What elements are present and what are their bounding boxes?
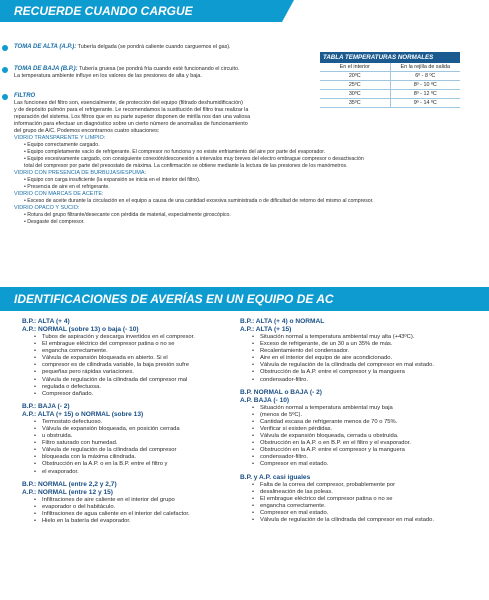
list-item: • Infiltraciones de agua caliente en el interior del calefactor. [36, 511, 232, 518]
diagnosis-heading: A.P.: ALTA (+ 15) [240, 326, 292, 333]
list-item: • Obstrucción en la A.P. o en la B.P. entre el filtro y [36, 461, 232, 468]
vidrio-item: • Rotura del grupo filtrante/desecante con pérdida de material, especialmente giroscópico. [24, 212, 231, 218]
diagnosis-heading: B.P.: NORMAL (entre 2,2 y 2,7) [22, 480, 117, 488]
table-cell: 6º - 8 ºC [415, 73, 436, 79]
section-toma-baja [14, 66, 314, 80]
list-item: • Obstrucción de la A.P. entre el compresor y la manguera [254, 369, 480, 376]
list-item: • Termostato defectuoso. [36, 419, 232, 426]
list-item: • Válvula de expansión bloqueada en abierto. Si el [36, 355, 232, 362]
diagnosis-heading: B.P. y A.P. casi iguales [240, 473, 311, 481]
list-item: • Infiltraciones de aire caliente en el interior del grupo [36, 497, 232, 504]
vidrio-item: total del compresor por parte del presostato de máxima. La confirmación se obtiene mediante la lectura de las presiones de los manómetros. [24, 163, 348, 169]
filtro-line: y de depósito pulmón para el refrigerante. Le recomendamos la sustitución del filtro tras realizar la [14, 107, 249, 113]
diagnosis-list [240, 334, 480, 384]
vidrio-item: • Presencia de aire en el refrigerante. [24, 184, 110, 190]
table-row [320, 99, 460, 108]
list-item: • Válvula de expansión bloqueada, cerrada u obstruida. [254, 433, 480, 440]
table-cell: 30ºC [320, 90, 391, 98]
vidrio-item: • Desgaste del compresor. [24, 219, 85, 225]
table-cell: 8º - 12 ºC [413, 91, 437, 97]
banner-recuerde: RECUERDE CUANDO CARGUE [0, 0, 282, 22]
vidrio-item: • Exceso de aceite durante la circulación en el equipo a causa de una cantidad excesiva suministrada o de dificultad de retorno del mismo al compresor. [24, 198, 374, 204]
list-item: • el evaporador. [36, 469, 232, 476]
toma-baja-text: Tubería gruesa (se pondrá fría cuando esté funcionando el circuito. [79, 66, 240, 72]
diagnosis-list [240, 405, 480, 469]
list-item: • Verificar si existen pérdidas. [254, 426, 480, 433]
right-column [240, 318, 480, 524]
diagnosis-list [22, 334, 232, 398]
filtro-line: Las funciones del filtro son, esencialmente, de protección del equipo (filtrado deshumidificación) [14, 100, 243, 106]
filtro-paragraph [14, 100, 314, 135]
diagnosis-heading: A.P.: NORMAL (entre 12 y 15) [22, 488, 113, 496]
diagnosis-heading: B.P.: ALTA (+ 4) o NORMAL [240, 318, 325, 325]
diagnosis-heading: A.P. BAJA (- 10) [240, 396, 290, 404]
vidrio-opaco-heading: VIDRIO OPACO Y SUCIO: [14, 205, 80, 211]
table-row [320, 81, 460, 90]
vidrio-item: • Equipo correctamente cargado. [24, 142, 100, 148]
list-item: • Cantidad escasa de refrigerante menos de 70 o 75%. [254, 419, 480, 426]
bullet-icon [2, 67, 8, 73]
list-item: • Válvula de expansión bloqueada, en posición cerrada [36, 426, 232, 433]
toma-alta-text: Tubería delgada (se pondrá caliente cuando carguemos el gas). [77, 44, 231, 50]
list-item: • Compresor en mal estado. [254, 461, 480, 468]
toma-alta-label: TOMA DE ALTA (A.P.): [14, 44, 77, 50]
list-item: • bloqueada con la máxima cilindrada. [36, 454, 232, 461]
table-cell: 35ºC [320, 99, 391, 107]
table-cell: 20ºC [320, 72, 391, 80]
list-item: • El embrague eléctrico del compresor patina o no se [254, 496, 480, 503]
vidrio-item: • Equipo excesivamente cargado, con consiguiente conexión/desconexión a intervalos muy breves del electro embrague compresor o desactivación [24, 156, 364, 162]
table-cell: 8º - 10 ºC [413, 82, 437, 88]
diagnosis-list [240, 482, 480, 525]
filtro-line: información para efectuar un diagnóstico sobre un cierto número de anomalías de funcionamiento [14, 121, 248, 127]
section-filtro [14, 93, 479, 226]
table-row [320, 72, 460, 81]
list-item: • pequeñas pero rápidas variaciones. [36, 369, 232, 376]
list-item: • Falta de la correa del compresor, probablemente por [254, 482, 480, 489]
list-item: • desalineación de las poleas. [254, 489, 480, 496]
diagnosis-heading: B.P. NORMAL o BAJA (- 2) [240, 388, 322, 396]
list-item: • Válvula de regulación de la cilindrada del compresor mal [36, 377, 232, 384]
toma-baja-text2: La temperatura ambiente influye en los valores de las presiones de alta y baja. [14, 73, 202, 79]
diagnosis-heading: B.P.: BAJA (- 2) [22, 402, 70, 410]
table-header-row [320, 63, 460, 72]
filtro-label: FILTRO [14, 93, 36, 99]
list-item: • Válvula de regulación de la cilindrada del compresor [36, 447, 232, 454]
list-item: • Situación normal a temperatura ambiental muy baja [254, 405, 480, 412]
list-item: • condensador-filtro. [254, 377, 480, 384]
banner-identificaciones: IDENTIFICACIONES DE AVERÍAS EN UN EQUIPO DE AC [0, 287, 489, 311]
list-item: • Compresor en mal estado. [254, 510, 480, 517]
list-item: • Situación normal a temperatura ambiental muy alta (+43ºC). [254, 334, 480, 341]
bullet-icon [2, 45, 8, 51]
list-item: • Exceso de refrigerante, de un 30 a un 35% de más. [254, 341, 480, 348]
list-item: • Obstrucción en la A.P. entre el compresor y la manguera [254, 447, 480, 454]
toma-baja-label: TOMA DE BAJA (B.P.): [14, 66, 78, 72]
diagnosis-list [22, 419, 232, 476]
list-item: • regulada o defectuosa. [36, 384, 232, 391]
list-item: • u obstruida. [36, 433, 232, 440]
list-item: • El embrague eléctrico del compresor patina o no se [36, 341, 232, 348]
list-item: • Aire en el interior del equipo de aire acondicionado. [254, 355, 480, 362]
list-item: • evaporador o del habitáculo. [36, 504, 232, 511]
list-item: • Filtro saturado con humedad. [36, 440, 232, 447]
list-item: • Válvula de regulación de la cilindrada del compresor en mal estado. [254, 362, 480, 369]
filtro-line: del grupo de A/C. Podemos encontrarnos cuatro situaciones: [14, 128, 160, 134]
list-item: • Válvula de regulación de la cilindrada del compresor en mal estado. [254, 517, 480, 524]
vidrio-aceite-heading: VIDRIO CON MARCAS DE ACEITE: [14, 191, 104, 197]
diagnosis-heading: A.P.: ALTA (+ 15) o NORMAL (sobre 13) [22, 410, 144, 418]
diagnosis-list [22, 497, 232, 525]
filtro-line: reparación del sistema. Los filtros que en su parte superior disponen de mirilla nos dan una valiosa [14, 114, 251, 120]
diagnosis-heading: B.P.: ALTA (+ 4) [22, 318, 70, 325]
table-row [320, 90, 460, 99]
vidrio-transparente-heading: VIDRIO TRANSPARENTE Y LIMPIO: [14, 135, 106, 141]
temperature-table [320, 52, 460, 108]
table-title: TABLA TEMPERATURAS NORMALES [320, 52, 460, 63]
table-cell: 25ºC [320, 81, 391, 89]
section-toma-alta [14, 44, 314, 51]
list-item: • engancha correctamente. [36, 348, 232, 355]
table-header-cell: En el interior [320, 63, 391, 71]
left-column [22, 318, 232, 525]
list-item: • Hielo en la batería del evaporador. [36, 518, 232, 525]
list-item: • compresor es de cilindrada variable, la baja presión sufre [36, 362, 232, 369]
list-item: • engancha correctamente. [254, 503, 480, 510]
list-item: • Compresor dañado. [36, 391, 232, 398]
vidrio-item: • Equipo completamente vacío de refrigerante. El compresor no funciona y no existe enfriamiento del aire por parte del evaporador. [24, 149, 326, 155]
vidrio-burbujas-heading: VIDRIO CON PRESENCIA DE BURBUJAS/ESPUMA: [14, 170, 147, 176]
diagnosis-heading: A.P.: NORMAL (sobre 13) o baja (- 10) [22, 326, 139, 333]
list-item: • Obstrucción en la A.P. o en B.P. en el filtro y el evaporador. [254, 440, 480, 447]
list-item: • Tubos de aspiración y descarga invertidos en el compresor. [36, 334, 232, 341]
table-header-cell: En la rejilla de salida [400, 64, 450, 70]
bullet-icon [2, 94, 8, 100]
table-cell: 9º - 14 ºC [413, 100, 437, 106]
list-item: • condensador-filtro. [254, 454, 480, 461]
vidrio-item: • Equipo con carga insuficiente (la expansión se inicia en el interior del filtro). [24, 177, 201, 183]
list-item: • Recalentamiento del condensador. [254, 348, 480, 355]
list-item: • (menos de 5ºC). [254, 412, 480, 419]
